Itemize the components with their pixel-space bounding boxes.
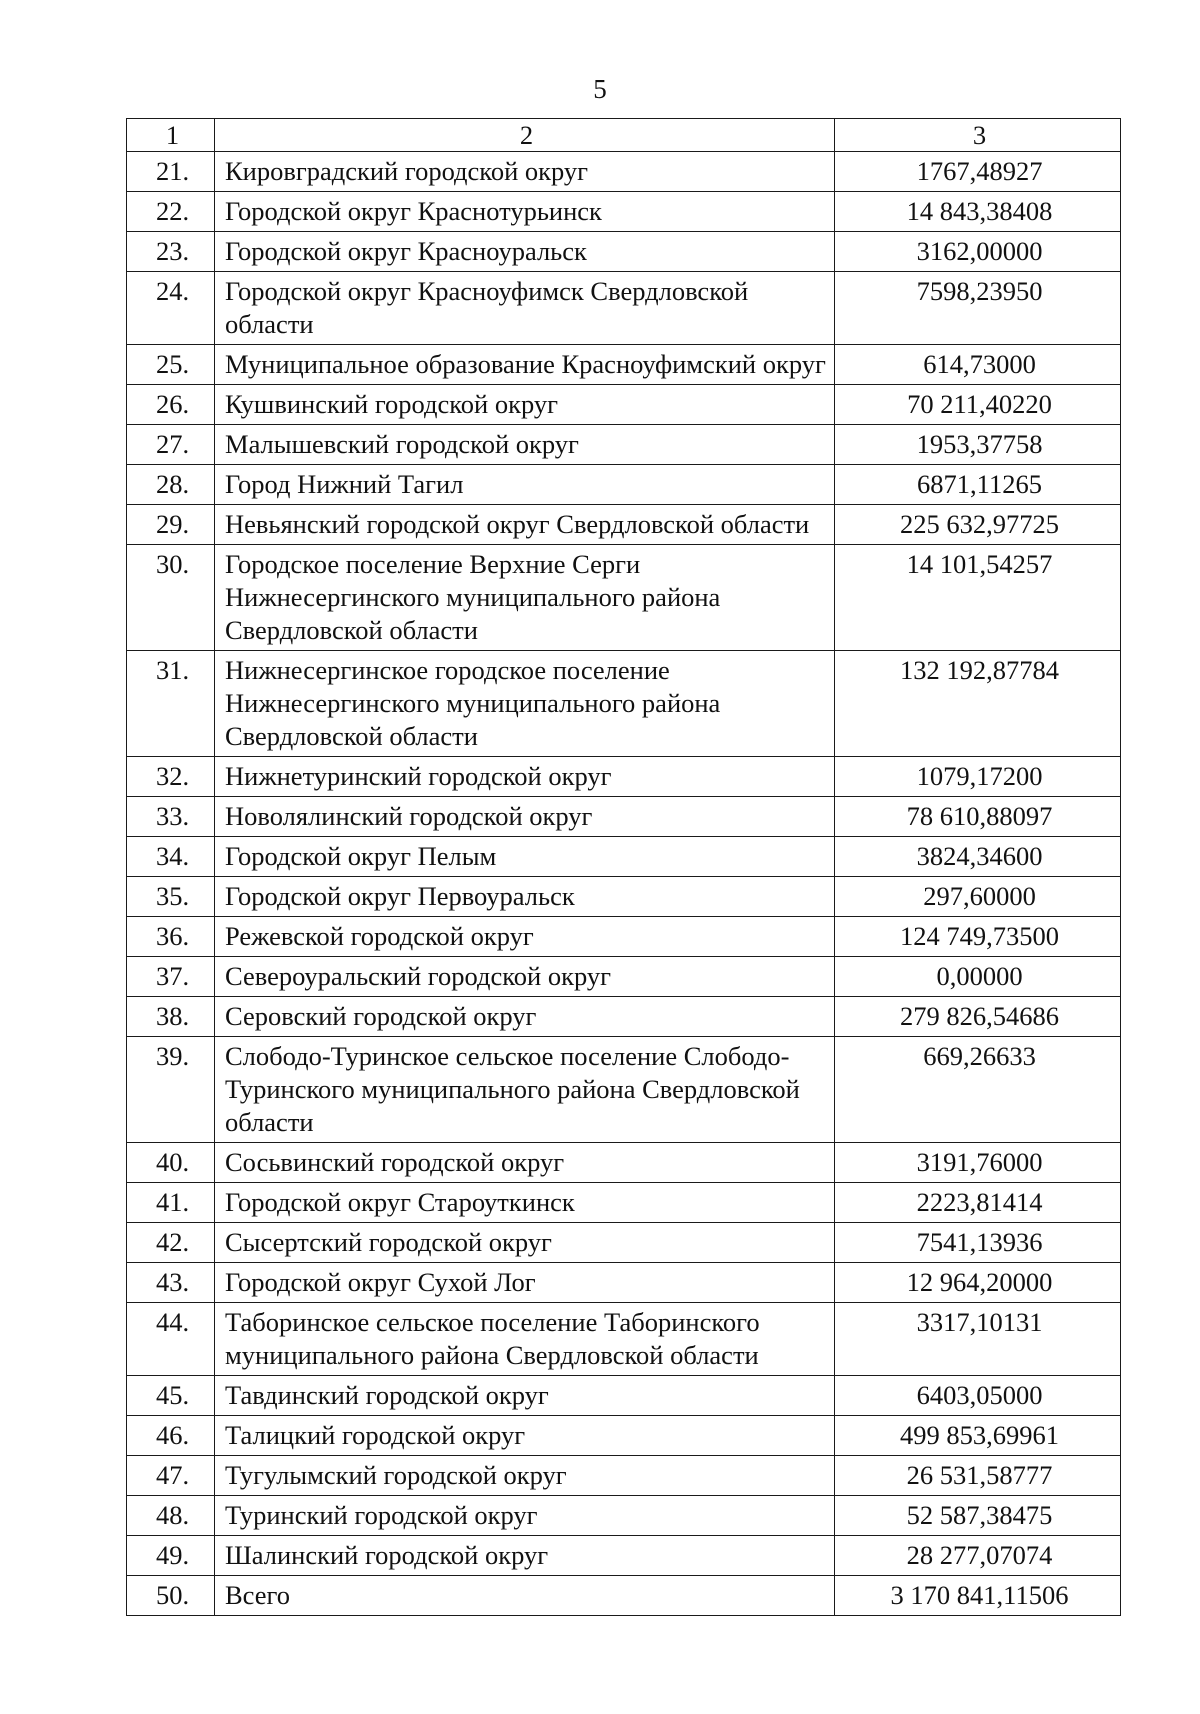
row-number: 34.	[127, 837, 215, 877]
row-number: 30.	[127, 545, 215, 651]
row-number: 22.	[127, 192, 215, 232]
row-number: 32.	[127, 757, 215, 797]
table-row	[127, 1456, 1121, 1496]
municipality-name: Кировградский городской округ	[215, 152, 835, 192]
table-row	[127, 545, 1121, 651]
municipality-name: Невьянский городской округ Свердловской области	[215, 505, 835, 545]
table-row	[127, 1183, 1121, 1223]
municipality-name: Городское поселение Верхние Серги Нижнесергинского муниципального района Свердловской области	[215, 545, 835, 651]
row-number: 29.	[127, 505, 215, 545]
table-row	[127, 651, 1121, 757]
row-number: 35.	[127, 877, 215, 917]
column-header-3: 3	[835, 119, 1121, 152]
municipality-name: Всего	[215, 1576, 835, 1616]
municipality-name: Североуральский городской округ	[215, 957, 835, 997]
municipality-name: Талицкий городской округ	[215, 1416, 835, 1456]
row-number: 41.	[127, 1183, 215, 1223]
row-number: 49.	[127, 1536, 215, 1576]
table-row	[127, 232, 1121, 272]
table-row	[127, 192, 1121, 232]
row-number: 25.	[127, 345, 215, 385]
table-row	[127, 877, 1121, 917]
municipality-name: Кушвинский городской округ	[215, 385, 835, 425]
municipality-name: Городской округ Красноуральск	[215, 232, 835, 272]
amount-value: 7541,13936	[835, 1223, 1121, 1263]
amount-value: 78 610,88097	[835, 797, 1121, 837]
row-number: 39.	[127, 1037, 215, 1143]
municipality-name: Тугулымский городской округ	[215, 1456, 835, 1496]
amount-value: 297,60000	[835, 877, 1121, 917]
table-row	[127, 917, 1121, 957]
table-row	[127, 1416, 1121, 1456]
row-number: 43.	[127, 1263, 215, 1303]
municipality-name: Городской округ Первоуральск	[215, 877, 835, 917]
amount-value: 132 192,87784	[835, 651, 1121, 757]
row-number: 48.	[127, 1496, 215, 1536]
municipality-name: Серовский городской округ	[215, 997, 835, 1037]
row-number: 31.	[127, 651, 215, 757]
table-row	[127, 345, 1121, 385]
municipality-name: Городской округ Красноуфимск Свердловской области	[215, 272, 835, 345]
amount-value: 3317,10131	[835, 1303, 1121, 1376]
amount-value: 669,26633	[835, 1037, 1121, 1143]
amount-value: 499 853,69961	[835, 1416, 1121, 1456]
row-number: 50.	[127, 1576, 215, 1616]
amount-value: 7598,23950	[835, 272, 1121, 345]
municipality-name: Тавдинский городской округ	[215, 1376, 835, 1416]
row-number: 26.	[127, 385, 215, 425]
amount-value: 0,00000	[835, 957, 1121, 997]
municipality-name: Город Нижний Тагил	[215, 465, 835, 505]
table-row	[127, 385, 1121, 425]
row-number: 37.	[127, 957, 215, 997]
row-number: 27.	[127, 425, 215, 465]
table-row	[127, 272, 1121, 345]
municipality-name: Муниципальное образование Красноуфимский округ	[215, 345, 835, 385]
row-number: 21.	[127, 152, 215, 192]
amount-value: 3191,76000	[835, 1143, 1121, 1183]
amount-value: 6403,05000	[835, 1376, 1121, 1416]
amount-value: 12 964,20000	[835, 1263, 1121, 1303]
amount-value: 52 587,38475	[835, 1496, 1121, 1536]
municipality-name: Городской округ Пелым	[215, 837, 835, 877]
row-number: 44.	[127, 1303, 215, 1376]
amount-value: 14 101,54257	[835, 545, 1121, 651]
table-row	[127, 997, 1121, 1037]
table-row	[127, 1037, 1121, 1143]
table-row	[127, 1143, 1121, 1183]
amount-value: 279 826,54686	[835, 997, 1121, 1037]
municipality-name: Слободо-Туринское сельское поселение Слободо-Туринского муниципального района Свердловской области	[215, 1037, 835, 1143]
municipality-name: Новолялинский городской округ	[215, 797, 835, 837]
row-number: 40.	[127, 1143, 215, 1183]
table-row	[127, 1303, 1121, 1376]
amount-value: 3 170 841,11506	[835, 1576, 1121, 1616]
column-header-1: 1	[127, 119, 215, 152]
amount-value: 1079,17200	[835, 757, 1121, 797]
amount-value: 2223,81414	[835, 1183, 1121, 1223]
row-number: 36.	[127, 917, 215, 957]
table-row	[127, 1223, 1121, 1263]
page-number: 5	[593, 74, 607, 104]
municipality-name: Туринский городской округ	[215, 1496, 835, 1536]
municipality-name: Шалинский городской округ	[215, 1536, 835, 1576]
table-row	[127, 1576, 1121, 1616]
municipality-name: Городской округ Краснотурьинск	[215, 192, 835, 232]
municipality-name: Таборинское сельское поселение Таборинского муниципального района Свердловской области	[215, 1303, 835, 1376]
row-number: 46.	[127, 1416, 215, 1456]
municipality-name: Сысертский городской округ	[215, 1223, 835, 1263]
table-row	[127, 505, 1121, 545]
municipality-name: Городской округ Сухой Лог	[215, 1263, 835, 1303]
row-number: 23.	[127, 232, 215, 272]
table-row	[127, 1376, 1121, 1416]
row-number: 33.	[127, 797, 215, 837]
amount-value: 614,73000	[835, 345, 1121, 385]
row-number: 47.	[127, 1456, 215, 1496]
amount-value: 28 277,07074	[835, 1536, 1121, 1576]
municipality-name: Нижнесергинское городское поселение Нижнесергинского муниципального района Свердловской области	[215, 651, 835, 757]
table-row	[127, 757, 1121, 797]
municipality-name: Городской округ Староуткинск	[215, 1183, 835, 1223]
row-number: 38.	[127, 997, 215, 1037]
table-row	[127, 797, 1121, 837]
municipality-name: Малышевский городской округ	[215, 425, 835, 465]
municipality-name: Нижнетуринский городской округ	[215, 757, 835, 797]
row-number: 28.	[127, 465, 215, 505]
table-body	[127, 152, 1121, 1616]
table-row	[127, 1263, 1121, 1303]
table-row	[127, 152, 1121, 192]
row-number: 42.	[127, 1223, 215, 1263]
table-row	[127, 425, 1121, 465]
amount-value: 26 531,58777	[835, 1456, 1121, 1496]
municipality-name: Сосьвинский городской округ	[215, 1143, 835, 1183]
amount-value: 225 632,97725	[835, 505, 1121, 545]
table-header-row	[127, 119, 1121, 152]
allocation-table	[126, 118, 1121, 1616]
amount-value: 1953,37758	[835, 425, 1121, 465]
table-row	[127, 1536, 1121, 1576]
row-number: 45.	[127, 1376, 215, 1416]
amount-value: 14 843,38408	[835, 192, 1121, 232]
amount-value: 70 211,40220	[835, 385, 1121, 425]
row-number: 24.	[127, 272, 215, 345]
municipality-name: Режевской городской округ	[215, 917, 835, 957]
amount-value: 3824,34600	[835, 837, 1121, 877]
table-row	[127, 837, 1121, 877]
amount-value: 3162,00000	[835, 232, 1121, 272]
column-header-2: 2	[215, 119, 835, 152]
amount-value: 6871,11265	[835, 465, 1121, 505]
table-row	[127, 957, 1121, 997]
amount-value: 124 749,73500	[835, 917, 1121, 957]
table-row	[127, 1496, 1121, 1536]
amount-value: 1767,48927	[835, 152, 1121, 192]
table-row	[127, 465, 1121, 505]
